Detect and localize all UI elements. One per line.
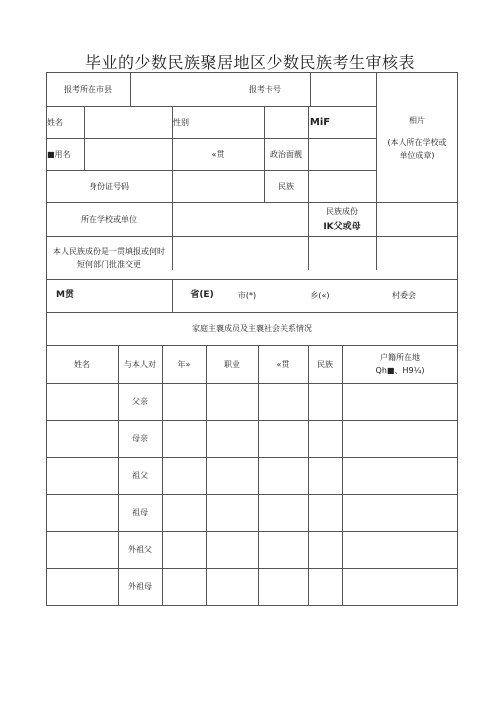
family-relation-father: 父亲 bbox=[132, 397, 148, 406]
grid-line bbox=[46, 420, 458, 421]
used-name-field[interactable] bbox=[84, 138, 172, 170]
grid-line bbox=[258, 345, 259, 606]
family-header-registry: 户籍所在地 Qh■、H9¼) bbox=[375, 353, 425, 375]
township-label: 乡(«) bbox=[310, 291, 330, 300]
family-header-name: 姓名 bbox=[74, 359, 90, 369]
family-relation-maternal-grandmother: 外祖母 bbox=[128, 582, 152, 591]
family-relation-grandmother: 祖母 bbox=[132, 508, 148, 517]
review-form bbox=[46, 72, 458, 606]
used-name-label: ■用名 bbox=[47, 149, 71, 159]
grid-line bbox=[162, 345, 163, 606]
family-header-occupation: 职业 bbox=[224, 359, 240, 369]
family-header-relation: 与本人对 bbox=[124, 359, 156, 369]
family-header-native-place: «贯 bbox=[276, 359, 290, 369]
photo-label: 相片 bbox=[409, 115, 425, 125]
grid-line bbox=[342, 345, 343, 606]
photo-note: (本人所在学校或 单位成章) bbox=[387, 138, 447, 160]
id-number-label: 身份证号码 bbox=[89, 181, 129, 191]
native-place-label: «贯 bbox=[211, 149, 225, 159]
family-relation-mother: 母亲 bbox=[132, 434, 148, 443]
ethnic-consistency-field[interactable] bbox=[172, 236, 458, 279]
grid-line bbox=[46, 531, 458, 532]
id-number-field[interactable] bbox=[172, 170, 264, 202]
parent-basis-label: IK父或母 bbox=[323, 221, 361, 232]
gender-label: 性别 bbox=[173, 117, 189, 127]
name-label: 姓名 bbox=[47, 117, 63, 127]
village-label: 村委会 bbox=[392, 291, 416, 300]
family-header-age: 年» bbox=[177, 359, 191, 369]
province-label: 省(E) bbox=[190, 290, 214, 300]
exam-number-field[interactable] bbox=[310, 72, 376, 106]
county-label: 报考所在市县 bbox=[64, 84, 112, 94]
family-relation-maternal-grandfather: 外祖父 bbox=[128, 545, 152, 554]
form-title: 毕业的少数民族聚居地区少数民族考生审核表 bbox=[84, 53, 415, 72]
gender-field[interactable] bbox=[264, 106, 308, 138]
grid-line bbox=[46, 605, 458, 606]
political-status-field[interactable] bbox=[308, 138, 376, 170]
grid-line bbox=[46, 494, 458, 495]
ethnic-consistency-label: 本人民族成份是一贯填报或何时 短何部门批准交更 bbox=[53, 246, 165, 269]
exam-number-label: 报考卡号 bbox=[249, 84, 281, 94]
ethnicity-label: 民族 bbox=[278, 181, 294, 191]
political-status-label: 政治面靓 bbox=[270, 149, 302, 159]
mif-label: MiF bbox=[309, 116, 331, 128]
ethnic-basis-label: 民族成份 bbox=[326, 206, 358, 216]
county-field[interactable] bbox=[130, 72, 220, 106]
family-section-title: 家庭主襄成员及主襄社会关系情况 bbox=[192, 324, 312, 333]
grid-line bbox=[308, 345, 309, 606]
school-label: 所在学校或单位 bbox=[81, 214, 137, 224]
grid-line bbox=[46, 383, 458, 384]
school-field[interactable] bbox=[172, 202, 308, 236]
ethnicity-field[interactable] bbox=[308, 170, 376, 202]
city-label: 市(*) bbox=[237, 291, 257, 300]
ethnic-basis-field[interactable] bbox=[376, 202, 458, 236]
family-header-ethnicity: 民族 bbox=[317, 359, 333, 369]
family-relation-grandfather: 祖父 bbox=[132, 471, 148, 480]
household-label: M贯 bbox=[56, 290, 74, 300]
grid-line bbox=[206, 345, 207, 606]
grid-line bbox=[46, 457, 458, 458]
grid-line bbox=[46, 568, 458, 569]
name-field[interactable] bbox=[84, 106, 172, 138]
